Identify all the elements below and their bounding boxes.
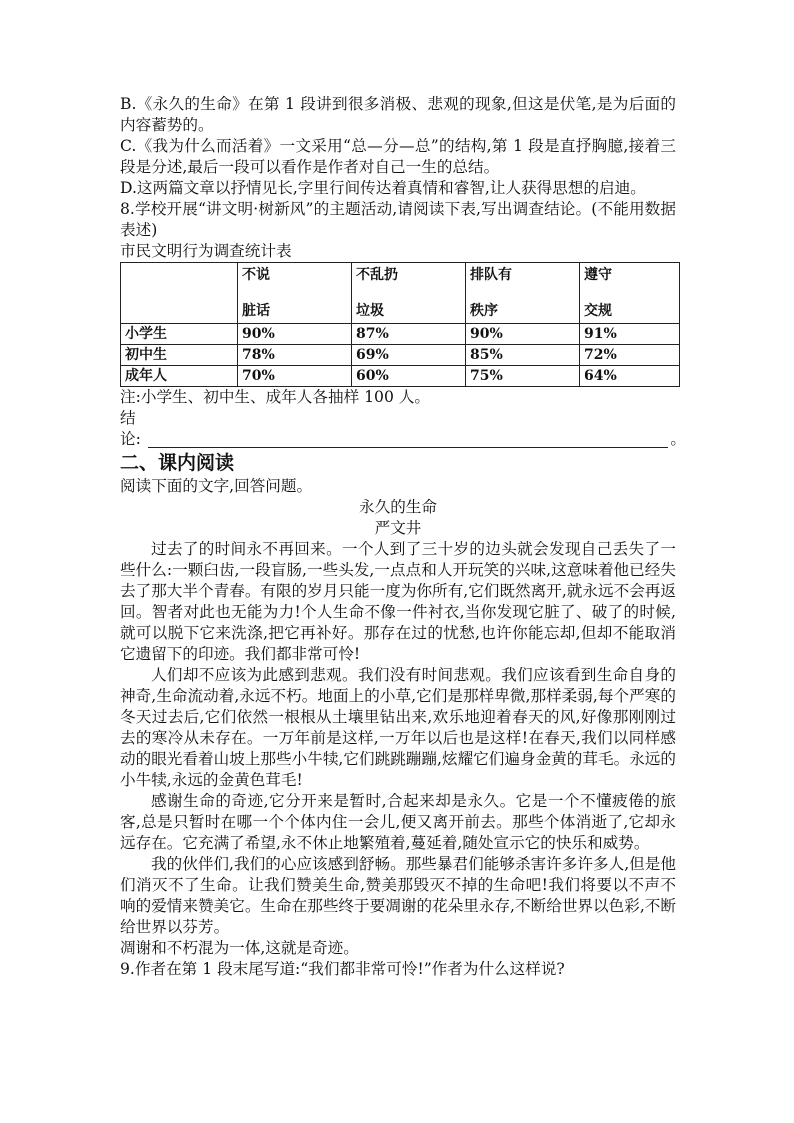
table-cell: 72% [580, 345, 680, 366]
table-header-cell [580, 263, 680, 324]
table-note: 注:小学生、初中生、成年人各抽样 100 人。 [120, 388, 431, 406]
table-header-cell [466, 263, 580, 324]
passage-paragraph: 过去了的时间永不再回来。一个人到了三十岁的边头就会发现自己丢失了一些什么:一颗臼齿,一段盲肠,一些头发,一点点和人开玩笑的兴味,这意味着他已经失去了那大半个青春。有限的岁月只能一度为你所有,它们既然离开,就永远不会再返回。智者对此也无能为力!个人生命不像一件衬衣,当你发现它脏了、破了的时候,就可以脱下它来洗涤,把它再补好。那存在过的忧愁,也许你能忘却,但却不能取消它遗留下的印迹。我们都非常可怜! [120, 540, 676, 663]
table-row [121, 366, 680, 387]
reading-instruction: 阅读下面的文字,回答问题。 [120, 477, 313, 495]
passage-title: 永久的生命 [359, 498, 437, 516]
table-header-cell [238, 263, 352, 324]
row-label: 成年人 [121, 366, 238, 387]
passage-paragraph: 感谢生命的奇迹,它分开来是暂时,合起来却是永久。它是一个不懂疲倦的旅客,总是只暂时在哪一个个体内住一会儿,便又离开前去。那些个体消逝了,它却永远存在。它充满了希望,永不休止地繁殖着,蔓延着,随处宣示它的快乐和威势。 [120, 792, 676, 852]
row-label: 初中生 [121, 345, 238, 366]
option-c: C.《我为什么而活着》一文采用“总—分—总”的结构,第 1 段是直抒胸臆,接着三段是分述,最后一段可以看作是作者对自己一生的总结。 [120, 137, 676, 176]
table-cell: 91% [580, 324, 680, 345]
table-cell: 60% [352, 366, 466, 387]
passage-last-line: 凋谢和不朽混为一体,这就是奇迹。 [120, 939, 359, 957]
passage-paragraph: 人们却不应该为此感到悲观。我们没有时间悲观。我们应该看到生命自身的神奇,生命流动着,永远不朽。地面上的小草,它们是那样卑微,那样柔弱,每个严寒的冬天过去后,它们依然一根根从土壤里钻出来,欢乐地迎着春天的风,好像那刚刚过去的寒冷从未存在。一万年前是这样,一万年以后也是这样!在春天,我们以同样感动的眼光看着山坡上那些小牛犊,它们跳跳蹦蹦,炫耀它们遍身金黄的茸毛。永远的小牛犊,永远的金黄色茸毛! [120, 666, 676, 789]
question-9-prompt: 9.作者在第 1 段末尾写道:“我们都非常可怜!”作者为什么这样说? [120, 960, 565, 978]
table-cell: 87% [352, 324, 466, 345]
table-cell: 90% [466, 324, 580, 345]
conclusion-label-2: 论: [120, 430, 141, 448]
answer-underline[interactable] [148, 447, 668, 448]
table-cell: 75% [466, 366, 580, 387]
header-top: 不说 [242, 267, 270, 283]
conclusion-period: 。 [670, 430, 686, 448]
passage-author: 严文井 [374, 519, 422, 537]
table-cell: 64% [580, 366, 680, 387]
passage-paragraph: 我的伙伴们,我们的心应该感到舒畅。那些暴君们能够杀害许多许多人,但是他们消灭不了生命。让我们赞美生命,赞美那毁灭不掉的生命吧!我们将要以不声不响的爱情来赞美它。生命在那些终于要凋谢的花朵里永存,不断给世界以色彩,不断给世界以芬芳。 [120, 855, 676, 936]
header-top: 排队有 [470, 267, 512, 283]
table-corner-cell [121, 263, 238, 324]
header-bottom: 脏话 [242, 303, 270, 319]
table-cell: 69% [352, 345, 466, 366]
table-cell: 85% [466, 345, 580, 366]
table-cell: 90% [238, 324, 352, 345]
table-cell: 78% [238, 345, 352, 366]
row-label: 小学生 [121, 324, 238, 345]
worksheet-page [120, 94, 686, 980]
section-heading: 二、课内阅读 [120, 452, 235, 474]
table-cell: 70% [238, 366, 352, 387]
option-b: B.《永久的生命》在第 1 段讲到很多消极、悲观的现象,但这是伏笔,是为后面的内容蓄势的。 [120, 95, 676, 134]
question-8-prompt: 8.学校开展“讲文明·树新风”的主题活动,请阅读下表,写出调查结论。(不能用数据表述) [120, 200, 676, 239]
header-top: 遵守 [584, 267, 612, 283]
table-row [121, 324, 680, 345]
header-top: 不乱扔 [356, 267, 398, 283]
survey-table [120, 262, 680, 387]
table-header-row [121, 263, 680, 324]
header-bottom: 交规 [584, 303, 612, 319]
conclusion-label-1: 结 [120, 409, 136, 427]
table-title: 市民文明行为调查统计表 [120, 242, 292, 260]
table-row [121, 345, 680, 366]
header-bottom: 垃圾 [356, 303, 384, 319]
conclusion-answer-line[interactable] [120, 408, 686, 450]
option-d: D.这两篇文章以抒情见长,字里行间传达着真情和睿智,让人获得思想的启迪。 [120, 179, 646, 197]
header-bottom: 秩序 [470, 303, 498, 319]
table-header-cell [352, 263, 466, 324]
